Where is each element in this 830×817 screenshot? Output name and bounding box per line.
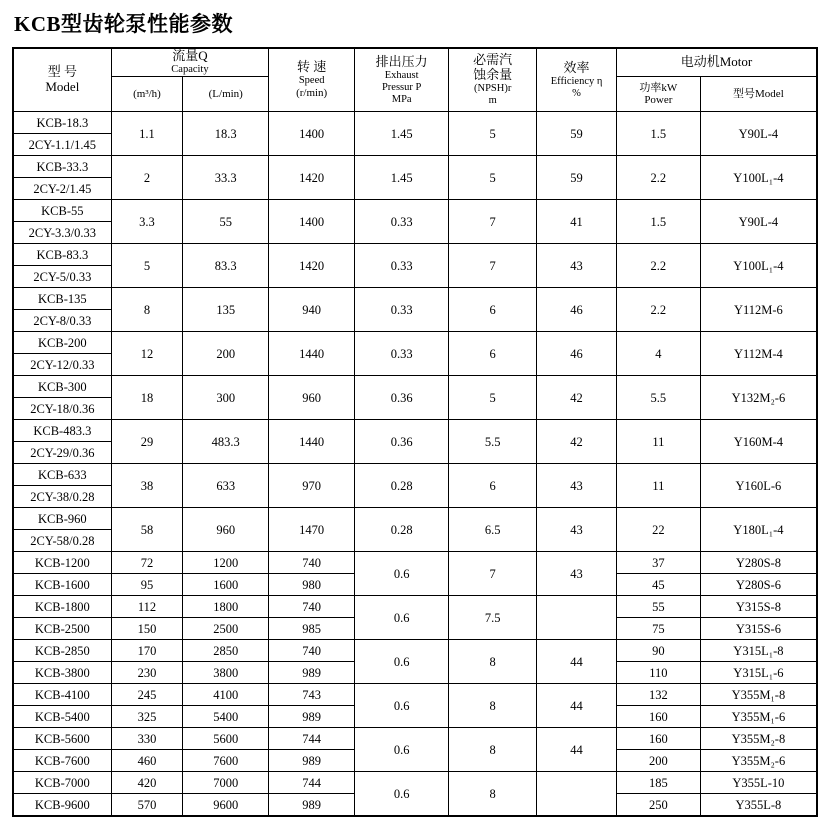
motor-power-value: 45 (616, 574, 700, 596)
efficiency-value: 46 (537, 288, 617, 332)
pressure-value: 1.45 (355, 156, 449, 200)
capacity-lmin: 33.3 (183, 156, 269, 200)
capacity-m3h: 325 (111, 706, 183, 728)
motor-power-value: 110 (616, 662, 700, 684)
header-pressure-en2: Pressur P (381, 81, 422, 93)
capacity-m3h: 95 (111, 574, 183, 596)
model-label: KCB-7600 (13, 750, 111, 772)
motor-model-value: Y100L₁-4 (700, 156, 817, 200)
motor-model-value: Y355M₁-6 (700, 706, 817, 728)
efficiency-value: 42 (537, 376, 617, 420)
speed-value: 989 (269, 794, 355, 817)
pressure-value: 1.45 (355, 112, 449, 156)
npsh-value: 7 (449, 552, 537, 596)
capacity-lmin: 5400 (183, 706, 269, 728)
capacity-lmin: 83.3 (183, 244, 269, 288)
npsh-value: 5 (449, 156, 537, 200)
table-row (13, 508, 817, 530)
model-label: KCB-135 (13, 288, 111, 310)
capacity-lmin: 5600 (183, 728, 269, 750)
motor-power-value: 11 (616, 420, 700, 464)
pressure-value: 0.33 (355, 244, 449, 288)
motor-power-value: 1.5 (616, 200, 700, 244)
speed-value: 744 (269, 772, 355, 794)
npsh-value: 7 (449, 244, 537, 288)
model-label-alt: 2CY-29/0.36 (13, 442, 111, 464)
speed-value: 989 (269, 662, 355, 684)
pressure-value: 0.6 (355, 640, 449, 684)
model-label: KCB-483.3 (13, 420, 111, 442)
motor-power-value: 5.5 (616, 376, 700, 420)
efficiency-value (537, 772, 617, 817)
table-row (13, 728, 817, 750)
header-motor-power (616, 77, 700, 112)
speed-value: 744 (269, 728, 355, 750)
model-label-alt: 2CY-12/0.33 (13, 354, 111, 376)
header-capacity-en: Capacity (171, 64, 209, 76)
model-label: KCB-960 (13, 508, 111, 530)
header-pressure-cn: 排出压力 (375, 53, 428, 69)
capacity-lmin: 135 (183, 288, 269, 332)
capacity-lmin: 483.3 (183, 420, 269, 464)
header-pressure-en1: Exhaust (384, 69, 419, 81)
pressure-value: 0.36 (355, 420, 449, 464)
motor-model-value: Y355M₂-8 (700, 728, 817, 750)
motor-power-value: 2.2 (616, 156, 700, 200)
motor-power-value: 4 (616, 332, 700, 376)
motor-model-value: Y100L₁-4 (700, 244, 817, 288)
efficiency-value: 41 (537, 200, 617, 244)
capacity-m3h: 420 (111, 772, 183, 794)
header-npsh-cn2: 蚀余量 (473, 67, 513, 83)
model-label: KCB-55 (13, 200, 111, 222)
motor-power-value: 1.5 (616, 112, 700, 156)
capacity-m3h: 12 (111, 332, 183, 376)
motor-power-value: 75 (616, 618, 700, 640)
capacity-lmin: 18.3 (183, 112, 269, 156)
header-npsh-en: (NPSH)r (474, 83, 512, 95)
capacity-m3h: 3.3 (111, 200, 183, 244)
motor-model-value: Y315L₁-6 (700, 662, 817, 684)
header-npsh-unit: m (488, 95, 497, 107)
speed-value: 1400 (269, 200, 355, 244)
motor-model-value: Y315S-8 (700, 596, 817, 618)
speed-value: 740 (269, 552, 355, 574)
motor-power-value: 11 (616, 464, 700, 508)
header-speed-cn: 转 速 (297, 59, 327, 75)
model-label: KCB-3800 (13, 662, 111, 684)
model-label: KCB-1600 (13, 574, 111, 596)
speed-value: 989 (269, 750, 355, 772)
npsh-value: 5 (449, 112, 537, 156)
speed-value: 1440 (269, 332, 355, 376)
capacity-lmin: 2500 (183, 618, 269, 640)
capacity-m3h: 38 (111, 464, 183, 508)
model-label-alt: 2CY-5/0.33 (13, 266, 111, 288)
motor-model-value: Y315S-6 (700, 618, 817, 640)
table-row (13, 376, 817, 398)
npsh-value: 5.5 (449, 420, 537, 464)
capacity-m3h: 29 (111, 420, 183, 464)
speed-value: 970 (269, 464, 355, 508)
motor-power-value: 37 (616, 552, 700, 574)
capacity-lmin: 1600 (183, 574, 269, 596)
capacity-lmin: 1200 (183, 552, 269, 574)
efficiency-value: 46 (537, 332, 617, 376)
motor-power-value: 132 (616, 684, 700, 706)
header-efficiency-cn: 效率 (563, 59, 590, 75)
table-row (13, 640, 817, 662)
efficiency-value: 43 (537, 508, 617, 552)
capacity-lmin: 300 (183, 376, 269, 420)
motor-model-value: Y280S-6 (700, 574, 817, 596)
header-capacity-cn: 流量Q (172, 48, 208, 64)
capacity-m3h: 72 (111, 552, 183, 574)
table-row (13, 244, 817, 266)
model-label-alt: 2CY-3.3/0.33 (13, 222, 111, 244)
model-label: KCB-2500 (13, 618, 111, 640)
speed-value: 1420 (269, 156, 355, 200)
model-label: KCB-1200 (13, 552, 111, 574)
motor-power-value: 2.2 (616, 244, 700, 288)
table-row (13, 596, 817, 618)
motor-model-value: Y355M₂-6 (700, 750, 817, 772)
capacity-m3h: 460 (111, 750, 183, 772)
header-capacity-unit-lmin: (L/min) (183, 77, 269, 112)
model-label-alt: 2CY-18/0.36 (13, 398, 111, 420)
header-efficiency (537, 48, 617, 112)
capacity-lmin: 9600 (183, 794, 269, 817)
header-model-cn: 型 号 (47, 64, 77, 80)
efficiency-value: 44 (537, 640, 617, 684)
capacity-m3h: 170 (111, 640, 183, 662)
pressure-value: 0.36 (355, 376, 449, 420)
header-motor-model: 型号Model (700, 77, 817, 112)
speed-value: 985 (269, 618, 355, 640)
model-label: KCB-1800 (13, 596, 111, 618)
model-label: KCB-33.3 (13, 156, 111, 178)
header-motor-power-cn: 功率kW (639, 81, 678, 94)
capacity-m3h: 18 (111, 376, 183, 420)
capacity-m3h: 330 (111, 728, 183, 750)
capacity-lmin: 7600 (183, 750, 269, 772)
table-row (13, 684, 817, 706)
motor-model-value: Y90L-4 (700, 112, 817, 156)
speed-value: 1470 (269, 508, 355, 552)
pressure-value: 0.33 (355, 200, 449, 244)
motor-model-value: Y160L-6 (700, 464, 817, 508)
npsh-value: 8 (449, 684, 537, 728)
efficiency-value: 43 (537, 244, 617, 288)
model-label: KCB-4100 (13, 684, 111, 706)
capacity-m3h: 5 (111, 244, 183, 288)
speed-value: 1440 (269, 420, 355, 464)
table-row (13, 464, 817, 486)
model-label-alt: 2CY-2/1.45 (13, 178, 111, 200)
capacity-lmin: 55 (183, 200, 269, 244)
motor-model-value: Y355L-8 (700, 794, 817, 817)
model-label: KCB-83.3 (13, 244, 111, 266)
motor-model-value: Y112M-6 (700, 288, 817, 332)
efficiency-value: 44 (537, 728, 617, 772)
npsh-value: 7 (449, 200, 537, 244)
efficiency-value: 59 (537, 156, 617, 200)
speed-value: 1420 (269, 244, 355, 288)
capacity-m3h: 8 (111, 288, 183, 332)
npsh-value: 6 (449, 464, 537, 508)
table-row (13, 420, 817, 442)
motor-model-value: Y355M₁-8 (700, 684, 817, 706)
capacity-lmin: 7000 (183, 772, 269, 794)
capacity-m3h: 112 (111, 596, 183, 618)
header-model-en: Model (45, 79, 80, 95)
pressure-value: 0.28 (355, 508, 449, 552)
header-speed (269, 48, 355, 112)
npsh-value: 8 (449, 640, 537, 684)
motor-model-value: Y180L₁-4 (700, 508, 817, 552)
header-pressure-unit: MPa (391, 93, 412, 105)
speed-value: 743 (269, 684, 355, 706)
pump-spec-table (12, 47, 818, 817)
header-efficiency-unit: % (572, 87, 581, 99)
table-row (13, 552, 817, 574)
model-label: KCB-300 (13, 376, 111, 398)
motor-power-value: 160 (616, 706, 700, 728)
motor-model-value: Y315L₁-8 (700, 640, 817, 662)
model-label: KCB-5600 (13, 728, 111, 750)
table-header-row-1 (13, 48, 817, 77)
motor-power-value: 90 (616, 640, 700, 662)
capacity-m3h: 150 (111, 618, 183, 640)
model-label-alt: 2CY-1.1/1.45 (13, 134, 111, 156)
model-label-alt: 2CY-58/0.28 (13, 530, 111, 552)
header-efficiency-en: Efficiency η (550, 75, 603, 87)
npsh-value: 8 (449, 772, 537, 817)
pressure-value: 0.33 (355, 332, 449, 376)
motor-power-value: 55 (616, 596, 700, 618)
pressure-value: 0.6 (355, 552, 449, 596)
capacity-m3h: 58 (111, 508, 183, 552)
pressure-value: 0.28 (355, 464, 449, 508)
efficiency-value (537, 596, 617, 640)
model-label: KCB-633 (13, 464, 111, 486)
model-label: KCB-2850 (13, 640, 111, 662)
header-npsh (449, 48, 537, 112)
speed-value: 740 (269, 640, 355, 662)
model-label-alt: 2CY-38/0.28 (13, 486, 111, 508)
header-capacity-unit-m3h: (m³/h) (111, 77, 183, 112)
header-speed-unit: (r/min) (296, 87, 328, 100)
speed-value: 940 (269, 288, 355, 332)
pressure-value: 0.6 (355, 596, 449, 640)
motor-model-value: Y112M-4 (700, 332, 817, 376)
efficiency-value: 44 (537, 684, 617, 728)
page-title: KCB型齿轮泵性能参数 (14, 12, 234, 36)
model-label: KCB-5400 (13, 706, 111, 728)
motor-power-value: 160 (616, 728, 700, 750)
capacity-lmin: 633 (183, 464, 269, 508)
npsh-value: 6 (449, 288, 537, 332)
model-label: KCB-7000 (13, 772, 111, 794)
pressure-value: 0.33 (355, 288, 449, 332)
efficiency-value: 43 (537, 552, 617, 596)
motor-model-value: Y160M-4 (700, 420, 817, 464)
model-label: KCB-18.3 (13, 112, 111, 134)
table-row (13, 332, 817, 354)
capacity-m3h: 230 (111, 662, 183, 684)
capacity-lmin: 960 (183, 508, 269, 552)
header-motor-power-en: Power (644, 94, 673, 107)
efficiency-value: 59 (537, 112, 617, 156)
efficiency-value: 43 (537, 464, 617, 508)
table-row (13, 156, 817, 178)
npsh-value: 6 (449, 332, 537, 376)
motor-power-value: 250 (616, 794, 700, 817)
motor-model-value: Y90L-4 (700, 200, 817, 244)
npsh-value: 6.5 (449, 508, 537, 552)
table-row (13, 288, 817, 310)
npsh-value: 5 (449, 376, 537, 420)
capacity-m3h: 2 (111, 156, 183, 200)
motor-model-value: Y355L-10 (700, 772, 817, 794)
table-row (13, 772, 817, 794)
speed-value: 980 (269, 574, 355, 596)
header-model (13, 48, 111, 112)
header-capacity-group (111, 48, 269, 77)
capacity-lmin: 1800 (183, 596, 269, 618)
capacity-lmin: 200 (183, 332, 269, 376)
capacity-lmin: 2850 (183, 640, 269, 662)
motor-power-value: 185 (616, 772, 700, 794)
motor-power-value: 2.2 (616, 288, 700, 332)
header-motor-group: 电动机Motor (616, 48, 817, 77)
motor-model-value: Y280S-8 (700, 552, 817, 574)
speed-value: 960 (269, 376, 355, 420)
capacity-m3h: 245 (111, 684, 183, 706)
pressure-value: 0.6 (355, 772, 449, 817)
pressure-value: 0.6 (355, 728, 449, 772)
motor-power-value: 200 (616, 750, 700, 772)
pressure-value: 0.6 (355, 684, 449, 728)
speed-value: 989 (269, 706, 355, 728)
motor-model-value: Y132M₂-6 (700, 376, 817, 420)
capacity-m3h: 1.1 (111, 112, 183, 156)
table-row (13, 200, 817, 222)
model-label: KCB-9600 (13, 794, 111, 817)
speed-value: 740 (269, 596, 355, 618)
model-label-alt: 2CY-8/0.33 (13, 310, 111, 332)
capacity-lmin: 3800 (183, 662, 269, 684)
capacity-lmin: 4100 (183, 684, 269, 706)
table-row (13, 112, 817, 134)
npsh-value: 7.5 (449, 596, 537, 640)
speed-value: 1400 (269, 112, 355, 156)
model-label: KCB-200 (13, 332, 111, 354)
header-npsh-cn1: 必需汽 (473, 52, 513, 68)
header-pressure (355, 48, 449, 112)
header-speed-en: Speed (298, 75, 325, 87)
npsh-value: 8 (449, 728, 537, 772)
efficiency-value: 42 (537, 420, 617, 464)
motor-power-value: 22 (616, 508, 700, 552)
capacity-m3h: 570 (111, 794, 183, 817)
